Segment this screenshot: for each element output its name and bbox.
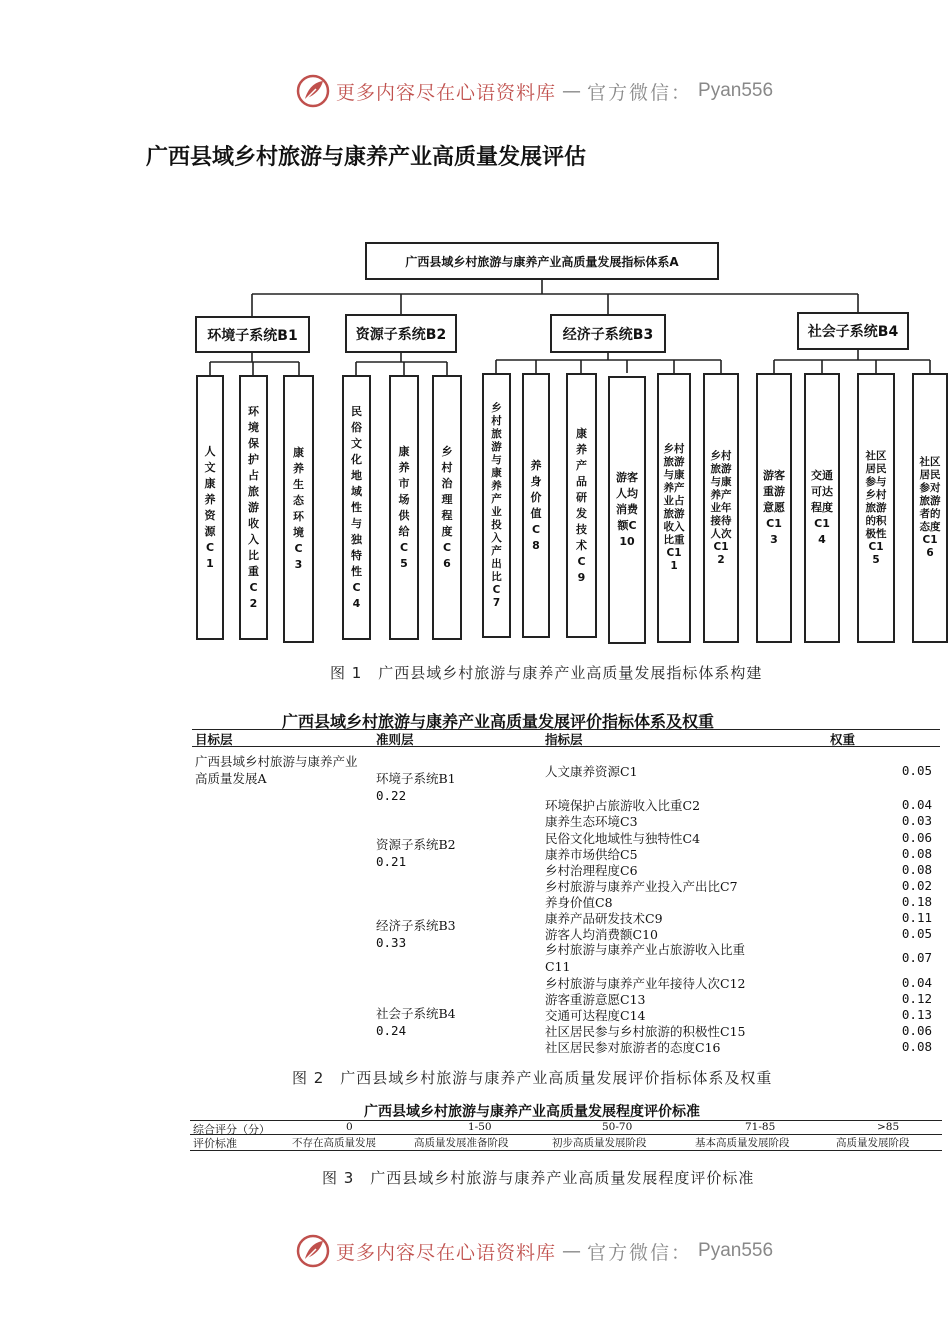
table-row: 社区居民参与乡村旅游的积极性C15 <box>545 1024 746 1039</box>
page-title: 广西县域乡村旅游与康养产业高质量发展评估 <box>146 145 587 170</box>
fig3-score-label: 综合评分（分） <box>193 1123 270 1136</box>
table-row: 乡村旅游与康养产业投入产出比C7 <box>545 879 738 894</box>
watermark-wechat-label: 官方微信： <box>587 1241 693 1264</box>
fig1-indicator-c5: 康养市场供给C5 <box>389 375 419 640</box>
fig1-indicator-c2: 环境保护占旅游收入比重C2 <box>239 375 268 640</box>
table-row-weight: 0.05 <box>901 926 932 941</box>
fig1-subsystem-b4: 社会子系统B4 <box>797 312 909 350</box>
fig3-standard-3: 基本高质量发展阶段 <box>695 1137 790 1149</box>
table-row-weight: 0.07 <box>901 950 932 965</box>
table-row: 交通可达程度C14 <box>545 1008 646 1023</box>
table-row: 游客人均消费额C10 <box>545 927 658 942</box>
fig3-top-rule <box>190 1120 942 1121</box>
fig2-criterion-b4: 社会子系统B4 0.24 <box>376 1006 456 1038</box>
fig3-standard-0: 不存在高质量发展 <box>292 1137 376 1149</box>
fig1-indicator-c8: 养身价值C8 <box>522 373 550 638</box>
fig3-caption: 图 3 广西县域乡村旅游与康养产业高质量发展程度评价标准 <box>322 1169 755 1187</box>
fig1-indicator-c10: 游客人均消费额C10 <box>608 376 646 644</box>
table-row-weight: 0.02 <box>901 878 932 893</box>
table-row: 乡村旅游与康养产业年接待人次C12 <box>545 976 746 991</box>
fig1-subsystem-b1: 环境子系统B1 <box>195 316 310 353</box>
fig1-root-label: 广西县域乡村旅游与康养产业高质量发展指标体系A <box>405 254 679 269</box>
fig2-header-target: 目标层 <box>195 732 233 747</box>
fig3-title: 广西县域乡村旅游与康养产业高质量发展程度评价标准 <box>364 1104 700 1120</box>
watermark-site: 更多内容尽在心语资料库 <box>336 1241 557 1264</box>
table-row: 游客重游意愿C13 <box>545 992 646 1007</box>
table-row-weight: 0.12 <box>901 991 932 1006</box>
table-row-weight: 0.05 <box>901 763 932 778</box>
fig2-caption: 图 2 广西县域乡村旅游与康养产业高质量发展评价指标体系及权重 <box>292 1069 773 1087</box>
fig1-indicator-c14: 交通可达程度C14 <box>804 373 840 643</box>
fig2-criterion-b3: 经济子系统B3 0.33 <box>376 918 456 950</box>
fig1-indicator-c15: 社区居民参与乡村旅游的积极性C15 <box>857 373 895 643</box>
fig1-caption: 图 1 广西县域乡村旅游与康养产业高质量发展指标体系构建 <box>330 664 763 682</box>
watermark-wechat-id: Pyan556 <box>698 80 774 101</box>
fig3-standard-2: 初步高质量发展阶段 <box>552 1137 647 1149</box>
fig3-score-0: 0 <box>346 1121 353 1133</box>
fig2-header-weight: 权重 <box>830 732 856 747</box>
table-row-weight: 0.18 <box>901 894 932 909</box>
table-row: 乡村旅游与康养产业占旅游收入比重 C11 <box>545 942 746 974</box>
table-row: 社区居民参对旅游者的态度C16 <box>545 1040 721 1055</box>
fig1-subsystem-b2: 资源子系统B2 <box>345 314 457 353</box>
fig3-bottom-rule <box>190 1150 942 1151</box>
fig1-indicator-c9: 康养产品研发技术C9 <box>566 373 597 638</box>
watermark-wechat-label: 官方微信： <box>587 81 693 104</box>
fig1-indicator-c1: 人文康养资源C1 <box>196 375 224 640</box>
fig1-subsystem-b3: 经济子系统B3 <box>550 314 666 353</box>
fig3-standard-1: 高质量发展准备阶段 <box>414 1137 509 1149</box>
fig1-indicator-c6: 乡村治理程度C6 <box>432 375 462 640</box>
fig3-score-4: >85 <box>877 1121 900 1133</box>
watermark-site: 更多内容尽在心语资料库 <box>336 81 557 104</box>
watermark-bottom <box>296 1234 773 1268</box>
fig1-indicator-c16: 社区居民参对旅游者的态度C16 <box>912 373 948 643</box>
fig2-criterion-b2: 资源子系统B2 0.21 <box>376 837 456 869</box>
fig1-indicator-c12: 乡村旅游与康养产业年接待人次C12 <box>703 373 739 643</box>
table-row: 康养生态环境C3 <box>545 814 638 829</box>
watermark-separator: — <box>562 1240 582 1262</box>
fig1-indicator-c4: 民俗文化地域性与独特性C4 <box>342 375 371 640</box>
table-row: 民俗文化地域性与独特性C4 <box>545 831 701 846</box>
fig2-header-criteria: 准则层 <box>376 732 414 747</box>
table-row-weight: 0.06 <box>901 830 932 845</box>
fig1-indicator-c3: 康养生态环境C3 <box>283 375 314 643</box>
fig2-title: 广西县域乡村旅游与康养产业高质量发展评价指标体系及权重 <box>282 712 715 731</box>
fig3-standard-label: 评价标准 <box>193 1137 237 1150</box>
table-row-weight: 0.06 <box>901 1023 932 1038</box>
table-row: 人文康养资源C1 <box>545 764 638 779</box>
table-row-weight: 0.08 <box>901 862 932 877</box>
watermark-wechat-id: Pyan556 <box>698 1240 774 1261</box>
table-row: 乡村治理程度C6 <box>545 863 638 878</box>
table-row-weight: 0.13 <box>901 1007 932 1022</box>
fig2-criterion-b1: 环境子系统B1 0.22 <box>376 771 456 803</box>
table-row-weight: 0.11 <box>901 910 932 925</box>
fig1-root-node <box>365 242 719 280</box>
watermark-separator: — <box>562 80 582 102</box>
table-row-weight: 0.08 <box>901 1039 932 1054</box>
feather-logo-icon <box>296 1234 330 1268</box>
fig1-indicator-c7: 乡村旅游与康养产业投入产出比C7 <box>482 373 511 638</box>
fig2-header-rule <box>192 746 940 747</box>
fig2-target-cell: 广西县域乡村旅游与康养产业高质量发展A <box>195 754 358 786</box>
fig3-standard-4: 高质量发展阶段 <box>836 1137 910 1149</box>
table-row: 康养市场供给C5 <box>545 847 638 862</box>
fig1-indicator-c11: 乡村旅游与康养产业占旅游收入比重C11 <box>657 373 691 643</box>
fig3-score-1: 1-50 <box>468 1121 492 1133</box>
table-row: 养身价值C8 <box>545 895 613 910</box>
fig1-indicator-c13: 游客重游意愿C13 <box>756 373 792 643</box>
table-row-weight: 0.08 <box>901 846 932 861</box>
fig3-score-3: 71-85 <box>745 1121 776 1133</box>
fig2-header-indicator: 指标层 <box>545 732 583 747</box>
table-row: 环境保护占旅游收入比重C2 <box>545 798 701 813</box>
fig3-score-2: 50-70 <box>602 1121 633 1133</box>
table-row: 康养产品研发技术C9 <box>545 911 663 926</box>
table-row-weight: 0.04 <box>901 797 932 812</box>
table-row-weight: 0.04 <box>901 975 932 990</box>
table-row-weight: 0.03 <box>901 813 932 828</box>
